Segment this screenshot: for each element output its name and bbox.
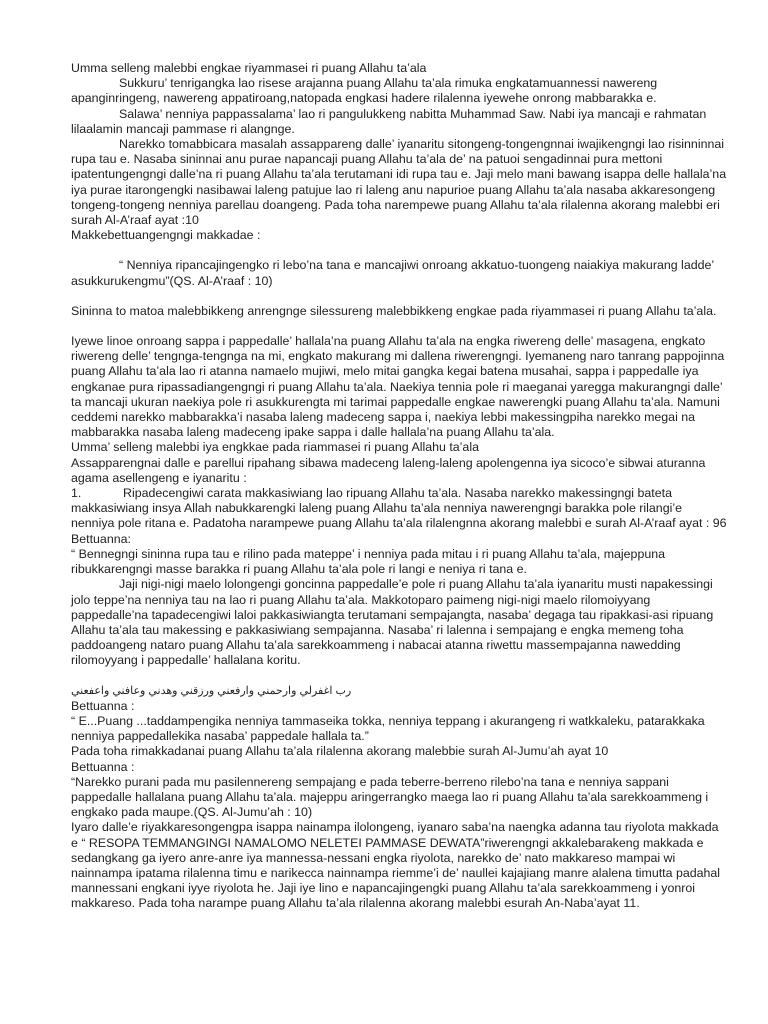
paragraph-text: Bettuanna:: [71, 531, 131, 546]
paragraph: [71, 820, 728, 911]
numbered-paragraph: [71, 486, 728, 532]
paragraph: [71, 744, 728, 759]
paragraph-text: رب اغفرلي وارحمني وارفعني ورزقني وهدني وعافني واعفعني: [71, 684, 352, 697]
paragraph: [71, 61, 728, 76]
paragraph-text: Umma’ selleng malebbi iya engkkae pada riammasei ri puang Allahu ta’ala: [71, 440, 479, 455]
paragraph: [71, 714, 728, 744]
list-number: 1.: [71, 486, 82, 501]
paragraph-text: Sukkuru’ tenrigangka lao risese arajanna puang Allahu ta’ala rimuka engkatamuannessi nawereng apanginringeng, nawereng appatiroang,natopada engkasi hadere rilalenna iyewehe onrong mabbarakka e.: [71, 76, 658, 106]
paragraph-text: “ Bennegngi sininna rupa tau e rilino pada mateppe’ i nenniya pada mitau i ri puang Allahu ta’ala, majeppuna ribukkarengngi masse barakka ri puang Allahu ta’ala pole ri langi e neniya ri tana e.: [71, 546, 666, 577]
blank-line: [71, 243, 728, 258]
paragraph-text: Narekko tomabbicara masalah assappareng dalle’ iyanaritu sitongeng-tongengnnai iwajikengngi lao risinninnai rupa tau e. Nasaba sininnai anu purae napancaji puang Allahu ta’ala de’ na patuoi sengadinnai pura mettoni ipatentungengngi dalle’na ri puang Allahu ta’ala terutamani idi rupa tau e. Jaji melo mani bawang isappa delle hallala’na iya purae itarongengki nasibawai laleng patujue lao ri laleng anu napurioe puang Allahu ta’ala nasaba akkaresongeng tongeng-tongeng nenniya parellau doangeng. Pada toha narempewe puang Allahu ta’ala rilalenna akorang malebbi eri surah Al-A’raaf ayat :10: [71, 137, 727, 228]
paragraph-text: Umma selleng malebbi engkae riyammasei ri puang Allahu ta’ala: [71, 61, 427, 75]
paragraph-text: Ripadecengiwi carata makkasiwiang lao ripuang Allahu ta’ala. Nasaba narekko makessingngi bateta makkasiwiang insya Allah nabukkarengki laleng puang Allahu ta’ala nenniya nawerengngi barakka pole rilangi’e nenniya pole ritana e. Padatoha narampewe puang Allahu ta’ala rilalengnna akorang malebbi e surah Al-A’raaf ayat : 96: [71, 486, 727, 531]
paragraph-text: “Narekko purani pada mu pasilennereng sempajang e pada teberre-berreno rilebo’na tana e nenniya sappani pappedalle hallalana puang Allahu ta’ala. majeppu aringerrangko maega lao ri puang Allahu ta’ala sarekkoammeng i engkako pada maupe.(QS. Al-Jumu’ah : 10): [71, 774, 709, 820]
paragraph-text: “ E...Puang ...taddampengika nenniya tammaseika tokka, nenniya teppang i akurangeng ri watkkaleku, patarakkaka nenniya pappedallekika nasaba’ pappedale hallala ta.”: [71, 713, 705, 744]
paragraph-text: Pada toha rimakkadanai puang Allahu ta’ala rilalenna akorang malebbie surah Al-Jumu’ah ayat 10: [71, 744, 609, 759]
paragraph: [71, 107, 728, 137]
paragraph: [71, 577, 728, 668]
blank-line: [71, 289, 728, 304]
paragraph: [71, 440, 728, 455]
paragraph: [71, 775, 728, 821]
paragraph: [71, 76, 728, 106]
paragraph-text: Assapparengnai dalle e parellui ripahang sibawa madeceng laleng-laleng apolengenna iya sicoco’e sibwai aturanna agama asellengeng e iyanaritu :: [71, 455, 706, 485]
paragraph-text: Salawa’ nenniya pappassalama’ lao ri pangulukkeng nabitta Muhammad Saw. Nabi iya mancaji e rahmatan lilaalamin mancaji pammase ri alangnge.: [71, 106, 707, 136]
paragraph: [71, 304, 728, 319]
paragraph-text: Makkebettuangengngi makkadae :: [71, 228, 261, 243]
paragraph-text: “ Nenniya ripancajingengko ri lebo’na tana e mancajiwi onroang akkatuo-tuongeng naiakiya makurang ladde’ asukkurukengmu”(QS. Al-A’raaf : 10): [71, 258, 714, 288]
paragraph-text: Iyaro dalle’e riyakkaresongengpa isappa nainampa ilolongeng, iyanaro saba’na naengka adanna tau riyolota makkada e “ RESOPA TEMMANGINGI NAMALOMO NELETEI PAMMASE DEWATA”riwerengngi akkalebarakeng makkada e sedangkang ga iyero anre-anre iya mannessa-nessani engka riyolota, narekko de’ nato makkareso mampai wi nainnampa ipatama rilalenna timu e narikecca nainnampa riemme’i de’ naullei kajajiang manre alalena timutta padahal mannessani engkani iyye riyolota he. Jaji iye lino e napancajingengki puang Allahu ta’ala sarekkoammeng i yonroi makkareso. Pada toha narampe puang Allahu ta’ala rilalenna akorang malebbi esurah An-Naba’ayat 11.: [71, 820, 721, 911]
blank-line: [71, 319, 728, 334]
paragraph: [71, 258, 728, 288]
paragraph: [71, 334, 728, 440]
paragraph: [71, 456, 728, 486]
paragraph-text: Bettuanna :: [71, 698, 135, 713]
paragraph: [71, 547, 728, 577]
blank-line: [71, 669, 728, 684]
paragraph: [71, 532, 728, 547]
paragraph-text: Jaji nigi-nigi maelo lolongengi goncinna pappedalle’e pole ri puang Allahu ta’ala iyanaritu musti napakessingi jolo teppe’na nenniya tau na lao ri puang Allahu ta’ala. Makkotoparo paimeng nigi-nigi maelo rilomoiyyang pappedalle’na tapadecengiwi laloi pakkasiwiangta terutamani sempajangta, nasaba’ degaga tau ripakkasi-asi ripuang Allahu ta’ala tau makessing e pakkasiwiang sempajanna. Nasaba’ ri lalenna i sempajang e engka memeng toha paddoangeng nataro puang Allahu ta’ala sarekkoammeng i nabacai atanna riwettu massempajanna nawedding rilomoyyang i pappedalle’ hallalana koritu.: [71, 577, 714, 668]
paragraph: [71, 760, 728, 775]
paragraph-text: Iyewe linoe onroang sappa i pappedalle’ hallala’na puang Allahu ta’ala na engka riwereng delle’ masagena, engkato riwereng delle’ tengnga-tengnga na mi, engkato makurang mi dallena riwerengngi. Iyemaneng naro tanrang pappojinna puang Allahu ta’ala lao ri atanna namaelo mujiwi, melo mitai gangka kegai batena musahai, sappa i pappedalle iya engkanae pura ripassadiangengngi ri puang Allahu ta’ala. Naekiya tennia pole ri maeganai yaregga makurangngi dalle’ ta mancaji ukuran naekiya pole ri asukkurengta mi tarimai pappedalle engkae nawerengki puang Allahu ta’ala. Namuni ceddemi narekko mabbarakka’i nasaba laleng madeceng sappa i, naekiya lebbi makessingpiha narekko megai na mabbarakka nasaba laleng madeceng ipake sappa i dalle hallala’na puang Allahu ta’ala.: [71, 334, 725, 440]
paragraph: [71, 699, 728, 714]
paragraph-text: Bettuanna :: [71, 759, 135, 774]
paragraph: [71, 228, 728, 243]
paragraph: [71, 137, 728, 228]
paragraph-text: Sininna to matoa malebbikkeng anrengnge silessureng malebbikkeng engkae pada riyammasei ri puang Allahu ta’ala.: [71, 303, 717, 318]
arabic-prayer: [71, 684, 728, 699]
